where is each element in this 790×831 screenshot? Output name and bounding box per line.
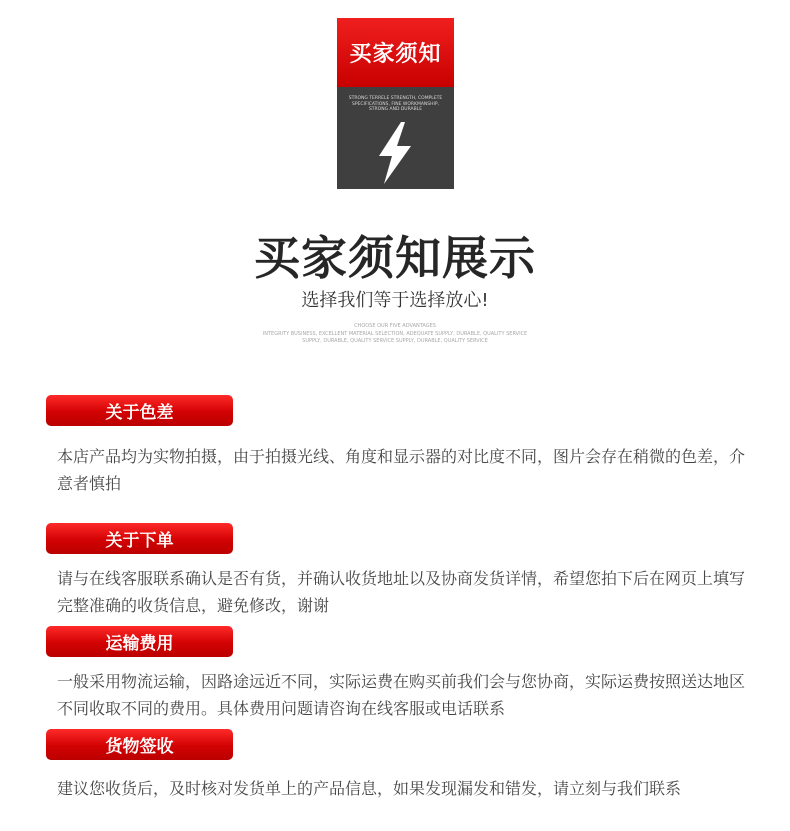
buyer-notice-badge bbox=[337, 18, 454, 189]
page-title: 买家须知展示 bbox=[254, 231, 536, 285]
advantages-caption-line: CHOOSE OUR FIVE ADVANTAGES bbox=[354, 323, 436, 329]
section-text-ordering: 请与在线客服联系确认是否有货，并确认收货地址以及协商发货详情，希望您拍下后在网页上填写完整准确的收货信息，避免修改，谢谢 bbox=[57, 569, 746, 615]
badge-title-area bbox=[337, 18, 454, 87]
advantages-caption bbox=[245, 323, 545, 346]
section-text-color-difference: 本店产品均为实物拍摄，由于拍摄光线、角度和显示器的对比度不同，图片会存在稍微的色差，介意者慎拍 bbox=[57, 447, 746, 493]
advantages-caption-line: INTEGRITY BUSINESS, EXCELLENT MATERIAL SELECTION, ADEQUATE SUPPLY, DURABLE, QUALITY SERVICE bbox=[262, 330, 528, 337]
advantages-caption-line: SUPPLY, DURABLE, QUALITY SERVICE SUPPLY, DURABLE, QUALITY SERVICE bbox=[302, 338, 488, 344]
section-label-ordering: 关于下单 bbox=[46, 523, 233, 554]
page-subtitle: 选择我们等于选择放心! bbox=[301, 290, 489, 311]
section-label-shipping-fee: 运输费用 bbox=[46, 626, 233, 657]
lightning-bolt-icon bbox=[375, 122, 415, 184]
section-label-color-difference: 关于色差 bbox=[46, 395, 233, 426]
section-text-receipt: 建议您收货后，及时核对发货单上的产品信息，如果发现漏发和错发，请立刻与我们联系 bbox=[57, 779, 682, 798]
badge-subtitle: STRONG TERRELE STRENGTH, COMPLETE SPECIFICATIONS, FINE WORKMANSHIP, STRONG AND DURABLE bbox=[348, 96, 443, 112]
section-label-receipt: 货物签收 bbox=[46, 729, 233, 760]
section-text-shipping-fee: 一般采用物流运输，因路途远近不同，实际运费在购买前我们会与您协商，实际运费按照送达地区不同收取不同的费用。具体费用问题请咨询在线客服或电话联系 bbox=[57, 672, 746, 718]
badge-title: 买家须知 bbox=[349, 42, 442, 67]
